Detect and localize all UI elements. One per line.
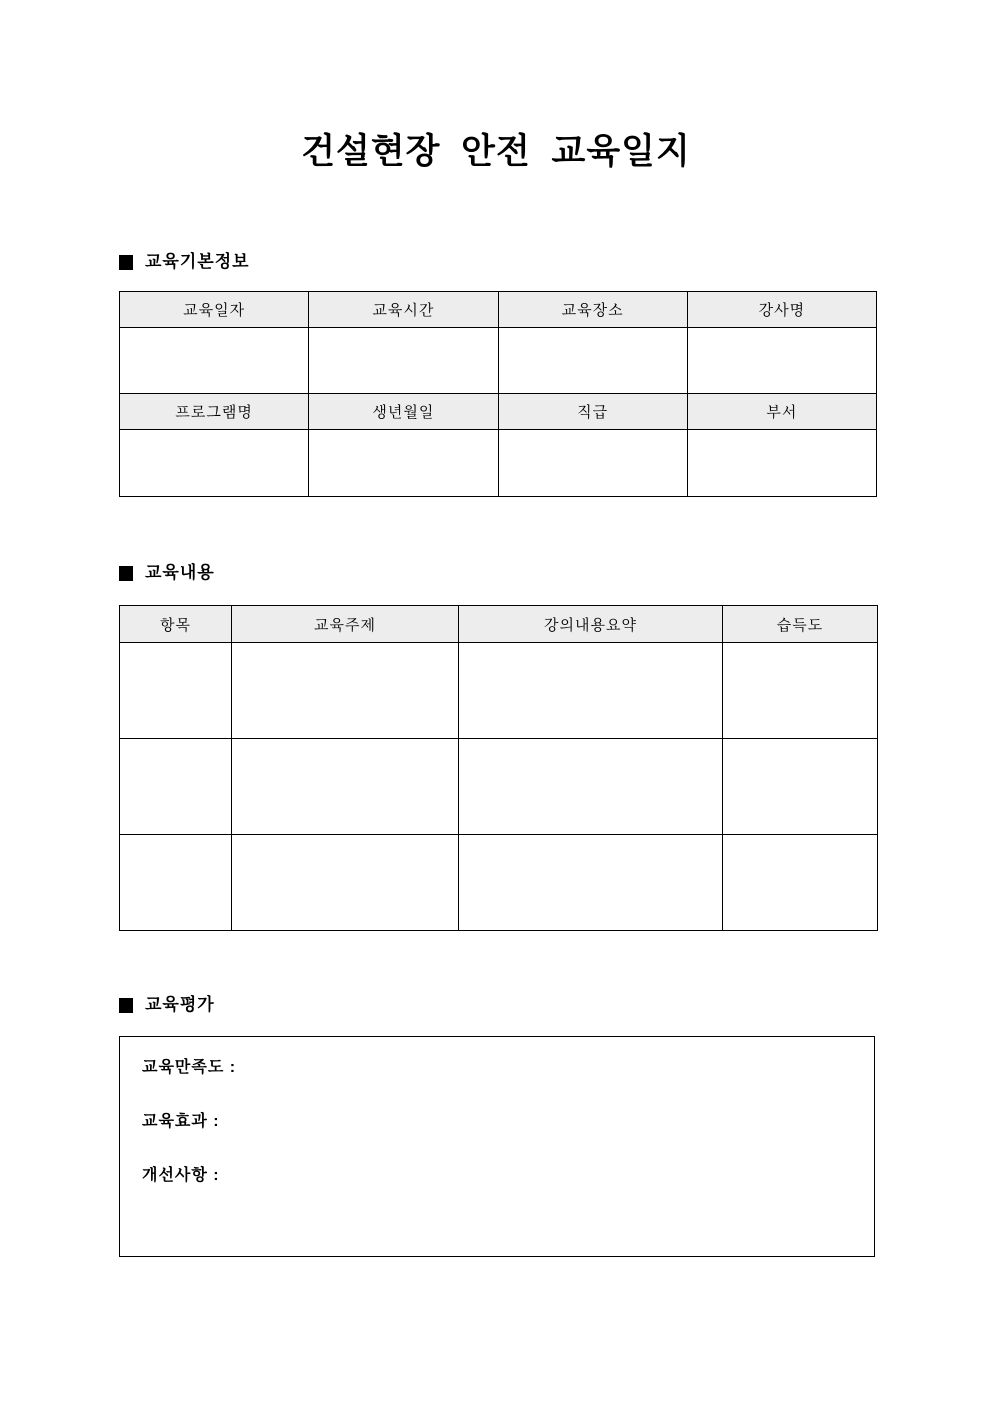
value-cell-topic	[232, 643, 459, 739]
field-label-improvements: 개선사항 :	[142, 1167, 220, 1184]
content-header-row	[120, 606, 878, 643]
section-heading-evaluation	[119, 995, 215, 1015]
header-cell-instructor-name: 강사명	[687, 292, 876, 328]
content-table	[119, 605, 878, 931]
value-cell-education-place	[498, 328, 687, 394]
value-cell-acquisition	[723, 643, 878, 739]
header-cell-department: 부서	[687, 394, 876, 430]
page-title: 건설현장 안전 교육일지	[301, 132, 691, 171]
basic-info-header-row-2	[120, 394, 877, 430]
content-row	[120, 739, 878, 835]
field-label-satisfaction: 교육만족도 :	[142, 1059, 237, 1076]
content-row	[120, 643, 878, 739]
value-cell-instructor-name	[687, 328, 876, 394]
header-cell-education-time: 교육시간	[309, 292, 498, 328]
header-cell-topic: 교육주제	[232, 606, 459, 643]
basic-info-table	[119, 291, 877, 497]
value-cell-education-date	[120, 328, 309, 394]
value-cell-item	[120, 835, 232, 931]
square-bullet-icon	[119, 255, 133, 270]
header-cell-acquisition: 습득도	[723, 606, 878, 643]
header-cell-education-place: 교육장소	[498, 292, 687, 328]
value-cell-program-name	[120, 430, 309, 497]
header-cell-education-date: 교육일자	[120, 292, 309, 328]
value-cell-item	[120, 643, 232, 739]
evaluation-box	[119, 1036, 875, 1257]
section-heading-content	[119, 563, 215, 583]
value-cell-item	[120, 739, 232, 835]
section-heading-label: 교육내용	[145, 563, 215, 582]
section-heading-label: 교육평가	[145, 995, 215, 1014]
value-cell-acquisition	[723, 835, 878, 931]
value-cell-lecture-summary	[459, 643, 723, 739]
value-cell-lecture-summary	[459, 739, 723, 835]
value-cell-department	[687, 430, 876, 497]
value-cell-position	[498, 430, 687, 497]
basic-info-value-row-2	[120, 430, 877, 497]
header-cell-item: 항목	[120, 606, 232, 643]
value-cell-acquisition	[723, 739, 878, 835]
header-cell-program-name: 프로그램명	[120, 394, 309, 430]
header-cell-birth-date: 생년월일	[309, 394, 498, 430]
field-label-effect: 교육효과 :	[142, 1113, 220, 1130]
header-cell-position: 직급	[498, 394, 687, 430]
basic-info-header-row-1	[120, 292, 877, 328]
value-cell-birth-date	[309, 430, 498, 497]
header-cell-lecture-summary: 강의내용요약	[459, 606, 723, 643]
section-heading-basic-info	[119, 252, 250, 272]
section-heading-label: 교육기본정보	[145, 252, 250, 271]
basic-info-value-row-1	[120, 328, 877, 394]
value-cell-lecture-summary	[459, 835, 723, 931]
square-bullet-icon	[119, 998, 133, 1013]
value-cell-education-time	[309, 328, 498, 394]
value-cell-topic	[232, 739, 459, 835]
content-row	[120, 835, 878, 931]
value-cell-topic	[232, 835, 459, 931]
square-bullet-icon	[119, 566, 133, 581]
